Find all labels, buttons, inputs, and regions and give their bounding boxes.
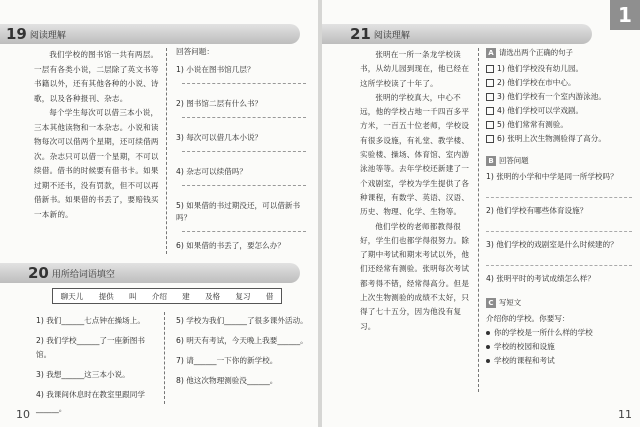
- checkbox-icon[interactable]: [486, 121, 494, 129]
- bullet-label: 你的学校是一所什么样的学校: [494, 328, 593, 337]
- choice-item[interactable]: [486, 104, 626, 118]
- word-bank-item: 聊天儿: [60, 291, 84, 301]
- bullet-icon: [486, 331, 490, 335]
- fill-item: 6) 明天有考试，今天晚上我要______。: [176, 336, 308, 345]
- answer-line[interactable]: [486, 218, 632, 232]
- page-number-left: 10: [16, 408, 30, 421]
- page-number-right: 11: [618, 408, 632, 421]
- checkbox-icon[interactable]: [486, 79, 494, 87]
- question-item: 2) 他们学校有哪些体育设施？: [486, 206, 588, 215]
- fill-item: 7) 请______一下你的新学校。: [176, 356, 278, 365]
- bullet-icon: [486, 359, 490, 363]
- choice-item[interactable]: [486, 132, 626, 146]
- checkbox-icon[interactable]: [486, 135, 494, 143]
- part-a-header: [486, 46, 626, 60]
- column-divider: [478, 48, 479, 392]
- questions-19: [176, 46, 306, 252]
- bullet-item: [486, 340, 632, 354]
- part-a-title: 请选出两个正确的句子: [499, 48, 573, 57]
- answer-line[interactable]: [182, 184, 306, 186]
- passage-paragraph: 他们学校的老师都教得很好，学生们也都学得很努力。除了期中考试和期末考试以外，他们还经常有测验。张明每次考试都考得不错，经常得高分。但是上次生物测验的成绩不太好，只得了七十五分，因为他没有复习。: [360, 221, 470, 331]
- part-c-badge: C: [486, 298, 496, 308]
- choice-item[interactable]: [486, 90, 626, 104]
- fill-item: 3) 我想______这三本小说。: [36, 370, 130, 379]
- answer-line[interactable]: [182, 116, 306, 118]
- question-item: 1) 张明的小学和中学是同一所学校吗？: [486, 172, 618, 181]
- question-item: 2) 图书馆二层有什么书？: [176, 99, 263, 108]
- section19-header: [6, 24, 66, 44]
- part-c-title: 写短文: [499, 298, 522, 307]
- part-b: [486, 154, 632, 286]
- word-bank-item: 介绍: [151, 291, 167, 301]
- answer-line[interactable]: [486, 184, 632, 198]
- word-bank: [52, 288, 282, 304]
- section21-number: 21: [350, 25, 371, 43]
- column-divider: [166, 48, 167, 254]
- reading-passage-21: [360, 48, 472, 334]
- part-b-title: 回答问题: [499, 156, 529, 165]
- question-item: 5) 如果借的书过期没还，可以借新书吗？: [176, 201, 301, 222]
- choice-item[interactable]: [486, 76, 626, 90]
- part-c-header: [486, 296, 632, 310]
- part-a: [486, 46, 626, 146]
- questions-title: 回答问题：: [176, 47, 214, 56]
- section21-title: 阅读理解: [373, 30, 410, 41]
- checkbox-icon[interactable]: [486, 107, 494, 115]
- word-bank-item: 建: [182, 291, 190, 301]
- section21-header: [350, 24, 410, 44]
- choice-label: 3) 他们学校有一个室内游泳池。: [497, 92, 606, 101]
- bullet-label: 学校的校园和设施: [494, 342, 555, 351]
- word-bank-item: 叫: [128, 291, 137, 301]
- question-item: 3) 每次可以借几本小说？: [176, 133, 263, 142]
- choice-label: 5) 他们常常有测验。: [497, 120, 568, 129]
- part-a-badge: A: [486, 48, 496, 58]
- fill-item: 8) 他这次物理测验没______。: [176, 376, 278, 385]
- passage-paragraph: 张明在一所一条龙学校读书，从幼儿园到现在，他已经在这所学校读了十年了。: [360, 50, 470, 88]
- fill-item: 5) 学校为我们______了很多课外活动。: [176, 316, 308, 325]
- answer-line[interactable]: [182, 230, 306, 232]
- choice-item[interactable]: [486, 118, 626, 132]
- question-item: 4) 张明平时的考试成绩怎么样？: [486, 274, 595, 283]
- right-page: [322, 0, 640, 427]
- section20-title: 用所给词语填空: [51, 269, 115, 280]
- choice-label: 6) 张明上次生物测验得了高分。: [497, 134, 606, 143]
- question-item: 6) 如果借的书丢了，要怎么办？: [176, 241, 285, 250]
- unit-tab: 1: [610, 0, 640, 30]
- part-c: [486, 296, 632, 368]
- section20-header: [28, 263, 115, 283]
- answer-line[interactable]: [486, 252, 632, 266]
- column-divider: [164, 312, 165, 404]
- answer-line[interactable]: [182, 150, 306, 152]
- reading-passage-19: [34, 48, 160, 222]
- fill-item: 1) 我们______七点钟在操场上。: [36, 316, 145, 325]
- bullet-item: [486, 354, 632, 368]
- part-c-intro: 介绍你的学校。你要写：: [486, 314, 570, 323]
- choice-label: 4) 他们学校可以学戏剧。: [497, 106, 584, 115]
- passage-paragraph: 张明的学校真大，中心不远，他的学校占地一千四百多平方米，一百五十位老师，学校设有很多设施，有礼堂、教学楼、实验楼、操场、体育馆、室内游泳池等等。去年学校还新建了一个戏剧室，学校为学生提供了各种课程，有数学、英语、汉语、历史、物理、化学、生物等。: [360, 92, 470, 217]
- choice-label: 2) 他们学校在市中心。: [497, 78, 576, 87]
- checkbox-icon[interactable]: [486, 65, 494, 73]
- checkbox-icon[interactable]: [486, 93, 494, 101]
- word-bank-item: 及格: [204, 291, 221, 301]
- question-item: 4) 杂志可以续借吗？: [176, 167, 247, 176]
- bullet-item: [486, 326, 632, 340]
- answer-line[interactable]: [182, 82, 306, 84]
- passage-paragraph: 每个学生每次可以借三本小说，三本其他读物和一本杂志。小说和读物每次可以借两个星期，还可续借两次。杂志只可以借一个星期，不可以续借。借书的时候要有借书卡。如果过期不还书，没有罚款，但不可以再借新书。如果借的书丢了，要赔钱买一本新的。: [34, 108, 159, 219]
- choice-label: 1) 他们学校没有幼儿园。: [497, 64, 584, 73]
- question-item: 1) 小说在图书馆几层？: [176, 65, 255, 74]
- word-bank-item: 借: [265, 291, 274, 301]
- fill-item: 2) 我们学校______了一座新图书馆。: [36, 336, 145, 359]
- bullet-icon: [486, 345, 490, 349]
- bullet-label: 学校的课程和考试: [494, 356, 555, 365]
- fill-blank-left: [36, 314, 156, 416]
- word-bank-item: 复习: [235, 291, 251, 301]
- word-bank-item: 提供: [98, 291, 114, 301]
- choice-item[interactable]: [486, 62, 626, 76]
- left-page: [0, 0, 318, 427]
- part-b-header: [486, 154, 632, 168]
- passage-paragraph: 我们学校的图书馆一共有两层。一层有各类小说，二层除了英文书等书籍以外，还有其他各种的小说、诗歌，以及各种报刊、杂志。: [34, 50, 159, 103]
- fill-blank-right: [176, 314, 310, 388]
- part-b-badge: B: [486, 156, 496, 166]
- section19-title: 阅读理解: [29, 30, 66, 41]
- question-item: 3) 他们学校的戏剧室是什么时候建的？: [486, 240, 618, 249]
- section20-number: 20: [28, 264, 49, 282]
- section19-number: 19: [6, 25, 27, 43]
- fill-item: 4) 我课间休息时在教室里跟同学______。: [36, 390, 145, 413]
